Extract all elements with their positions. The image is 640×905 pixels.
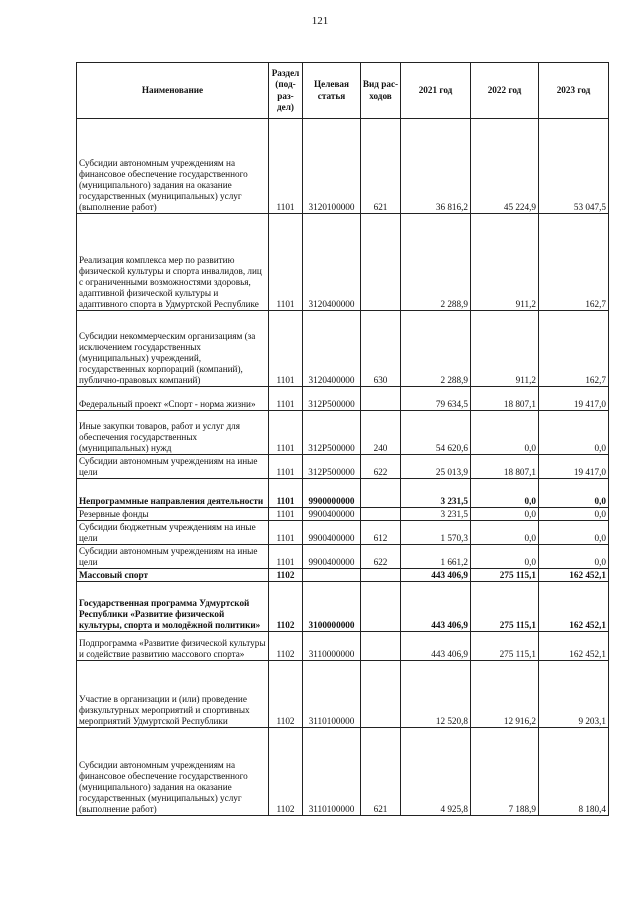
row-2021: 443 406,9 (401, 632, 471, 661)
table-row (77, 387, 609, 411)
page-number: 121 (311, 15, 329, 27)
row-2022: 18 807,1 (471, 387, 539, 411)
table-row (77, 311, 609, 387)
row-name: Федеральный проект «Спорт - норма жизни» (77, 387, 269, 411)
row-target: 9900400000 (303, 545, 361, 569)
row-2023: 0,0 (539, 545, 609, 569)
header-expense-type: Вид рас-ходов (361, 63, 401, 119)
table-row (77, 455, 609, 479)
row-target: 9900000000 (303, 479, 361, 508)
row-2023: 162 452,1 (539, 632, 609, 661)
row-name: Субсидии автономным учреждениям на иные цели (77, 545, 269, 569)
row-section: 1102 (269, 661, 303, 728)
table-row (77, 521, 609, 545)
header-2021: 2021 год (401, 63, 471, 119)
row-target: 9900400000 (303, 521, 361, 545)
row-section: 1101 (269, 214, 303, 311)
row-2022: 275 115,1 (471, 569, 539, 582)
row-2021: 2 288,9 (401, 311, 471, 387)
row-2022: 0,0 (471, 508, 539, 521)
header-2022: 2022 год (471, 63, 539, 119)
row-2021: 36 816,2 (401, 119, 471, 214)
header-target: Целевая статья (303, 63, 361, 119)
row-expense-type: 622 (361, 545, 401, 569)
row-expense-type (361, 661, 401, 728)
row-section: 1101 (269, 455, 303, 479)
table-row (77, 119, 609, 214)
table-row (77, 661, 609, 728)
row-expense-type (361, 508, 401, 521)
row-expense-type: 621 (361, 728, 401, 816)
row-2023: 162,7 (539, 311, 609, 387)
row-name: Субсидии бюджетным учреждениям на иные цели (77, 521, 269, 545)
row-2021: 54 620,6 (401, 411, 471, 455)
row-name: Субсидии автономным учреждениям на иные цели (77, 455, 269, 479)
table-row (77, 582, 609, 632)
row-expense-type (361, 387, 401, 411)
row-expense-type (361, 582, 401, 632)
row-target: 3120400000 (303, 214, 361, 311)
row-2021: 3 231,5 (401, 479, 471, 508)
row-2023: 0,0 (539, 479, 609, 508)
row-2022: 275 115,1 (471, 632, 539, 661)
table-row (77, 632, 609, 661)
row-expense-type: 622 (361, 455, 401, 479)
row-2023: 162 452,1 (539, 569, 609, 582)
row-2022: 911,2 (471, 311, 539, 387)
row-name: Реализация комплекса мер по развитию физической культуры и спорта инвалидов, лиц с ограниченными возможностями здоровья, адаптивной физической культуры и адаптивного спорта в Удмуртской Республике (77, 214, 269, 311)
row-2021: 12 520,8 (401, 661, 471, 728)
row-2021: 79 634,5 (401, 387, 471, 411)
row-expense-type: 612 (361, 521, 401, 545)
table-row (77, 214, 609, 311)
row-section: 1101 (269, 311, 303, 387)
header-name: Наименование (77, 63, 269, 119)
row-2023: 0,0 (539, 521, 609, 545)
row-expense-type: 240 (361, 411, 401, 455)
row-2021: 443 406,9 (401, 569, 471, 582)
table-row (77, 411, 609, 455)
row-2022: 275 115,1 (471, 582, 539, 632)
row-section: 1101 (269, 411, 303, 455)
row-2022: 12 916,2 (471, 661, 539, 728)
row-2022: 0,0 (471, 479, 539, 508)
row-target: 9900400000 (303, 508, 361, 521)
row-2021: 3 231,5 (401, 508, 471, 521)
row-target: 3110100000 (303, 728, 361, 816)
row-section: 1101 (269, 545, 303, 569)
row-expense-type (361, 632, 401, 661)
row-2023: 9 203,1 (539, 661, 609, 728)
table-row (77, 479, 609, 508)
row-section: 1102 (269, 582, 303, 632)
row-name: Резервные фонды (77, 508, 269, 521)
row-2023: 0,0 (539, 508, 609, 521)
row-2022: 0,0 (471, 411, 539, 455)
row-target: 3100000000 (303, 582, 361, 632)
table-row (77, 545, 609, 569)
row-expense-type (361, 569, 401, 582)
row-name: Субсидии автономным учреждениям на финансовое обеспечение государственного (муниципального) задания на оказание государственных (муниципальных) услуг (выполнение работ) (77, 119, 269, 214)
row-2021: 1 570,3 (401, 521, 471, 545)
row-name: Непрограммные направления деятельности (77, 479, 269, 508)
row-target: 312P500000 (303, 411, 361, 455)
row-target: 3120400000 (303, 311, 361, 387)
row-target: 3110100000 (303, 661, 361, 728)
row-target: 312P500000 (303, 455, 361, 479)
row-section: 1101 (269, 119, 303, 214)
row-2021: 1 661,2 (401, 545, 471, 569)
row-2021: 25 013,9 (401, 455, 471, 479)
row-target: 3120100000 (303, 119, 361, 214)
row-section: 1102 (269, 632, 303, 661)
row-expense-type: 630 (361, 311, 401, 387)
row-2023: 0,0 (539, 411, 609, 455)
row-2022: 45 224,9 (471, 119, 539, 214)
row-name: Подпрограмма «Развитие физической культуры и содействие развитию массового спорта» (77, 632, 269, 661)
row-2023: 19 417,0 (539, 387, 609, 411)
row-2022: 0,0 (471, 545, 539, 569)
row-expense-type (361, 479, 401, 508)
row-2023: 53 047,5 (539, 119, 609, 214)
header-2023: 2023 год (539, 63, 609, 119)
row-2022: 7 188,9 (471, 728, 539, 816)
row-section: 1101 (269, 508, 303, 521)
row-name: Массовый спорт (77, 569, 269, 582)
row-name: Государственная программа Удмуртской Республики «Развитие физической культуры, спорта и молодёжной политики» (77, 582, 269, 632)
row-2023: 162,7 (539, 214, 609, 311)
row-section: 1102 (269, 728, 303, 816)
row-section: 1101 (269, 387, 303, 411)
row-2022: 0,0 (471, 521, 539, 545)
row-2021: 443 406,9 (401, 582, 471, 632)
row-name: Участие в организации и (или) проведение физкультурных мероприятий и спортивных мероприятий Удмуртской Республики (77, 661, 269, 728)
row-target (303, 569, 361, 582)
table-row (77, 728, 609, 816)
row-expense-type (361, 214, 401, 311)
row-2021: 4 925,8 (401, 728, 471, 816)
row-section: 1101 (269, 479, 303, 508)
budget-table (76, 62, 609, 816)
row-section: 1101 (269, 521, 303, 545)
table-row (77, 569, 609, 582)
row-expense-type: 621 (361, 119, 401, 214)
row-2023: 19 417,0 (539, 455, 609, 479)
row-2021: 2 288,9 (401, 214, 471, 311)
row-section: 1102 (269, 569, 303, 582)
row-2022: 911,2 (471, 214, 539, 311)
row-name: Иные закупки товаров, работ и услуг для обеспечения государственных (муниципальных) нужд (77, 411, 269, 455)
table-row (77, 508, 609, 521)
row-target: 3110000000 (303, 632, 361, 661)
row-2022: 18 807,1 (471, 455, 539, 479)
row-name: Субсидии автономным учреждениям на финансовое обеспечение государственного (муниципального) задания на оказание государственных (муниципальных) услуг (выполнение работ) (77, 728, 269, 816)
header-section: Раздел (под-раз-дел) (269, 63, 303, 119)
row-name: Субсидии некоммерческим организациям (за исключением государственных (муниципальных) учреждений, государственных корпораций (компаний), публично-правовых компаний) (77, 311, 269, 387)
row-2023: 162 452,1 (539, 582, 609, 632)
row-target: 312P500000 (303, 387, 361, 411)
row-2023: 8 180,4 (539, 728, 609, 816)
